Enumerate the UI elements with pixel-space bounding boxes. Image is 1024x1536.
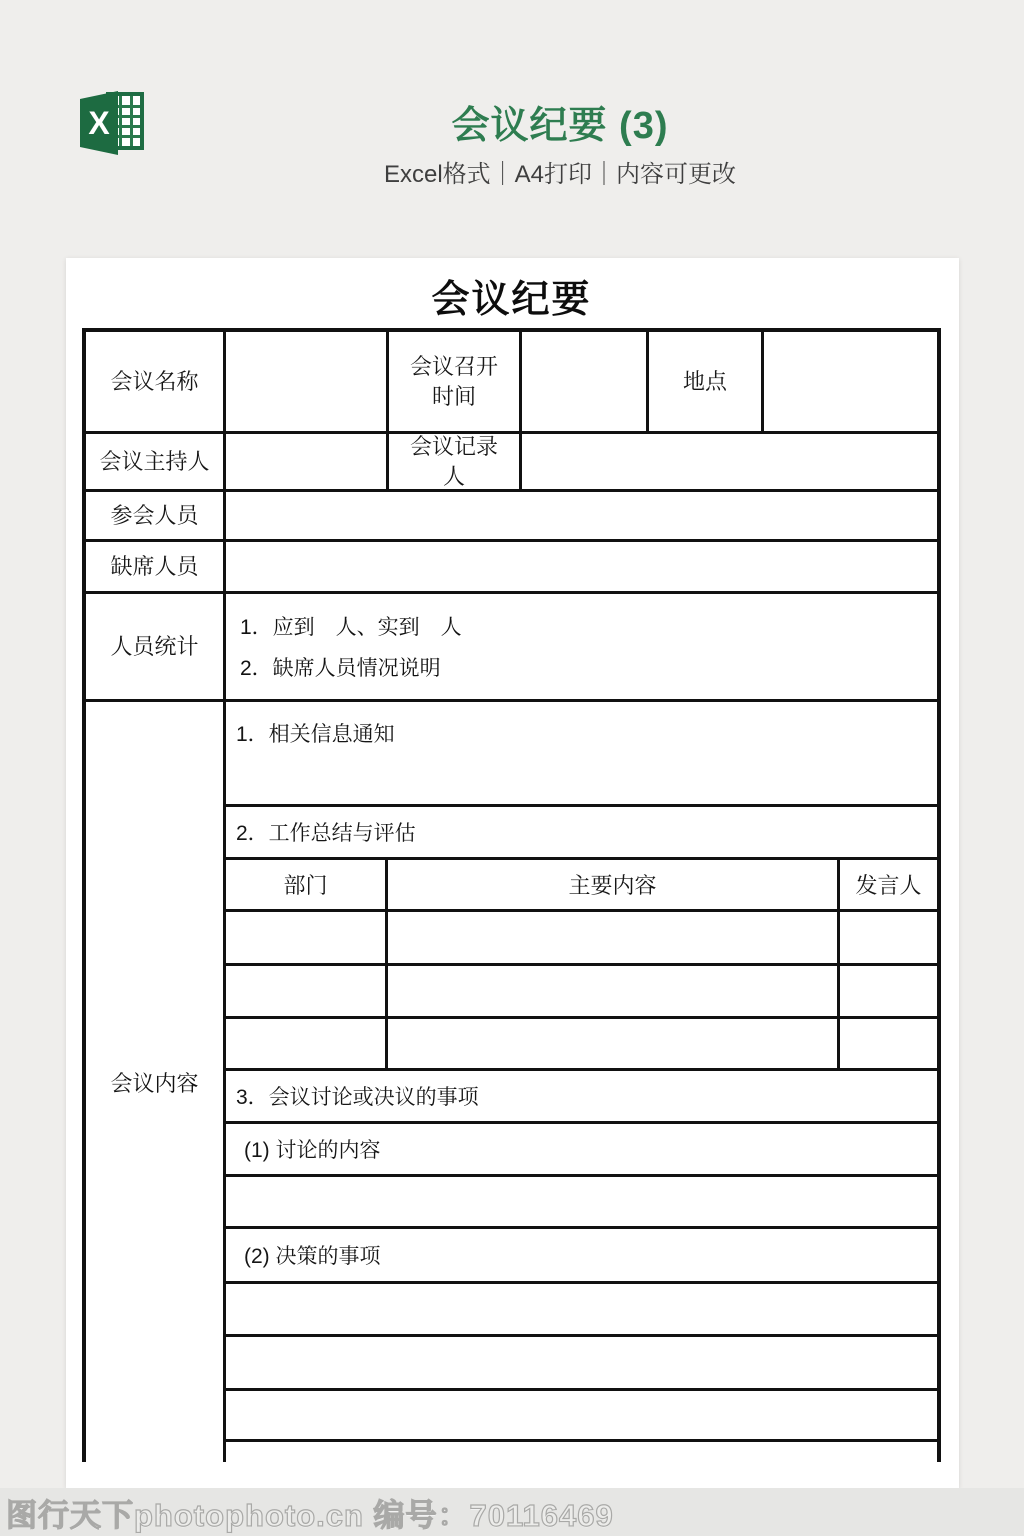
main-content-cell [388, 912, 840, 963]
department-cell [226, 912, 388, 963]
empty-cell [226, 1337, 937, 1388]
empty-cell [226, 1442, 937, 1462]
absentees-value-cell [226, 542, 937, 591]
content-row [226, 1229, 937, 1284]
main-content-column-header: 主要内容 [388, 860, 840, 909]
department-column-header: 部门 [226, 860, 388, 909]
content-empty-row-cropped [226, 1442, 937, 1462]
empty-cell [226, 1391, 937, 1439]
subtable-empty-row [226, 966, 937, 1019]
headcount-line1: 1．应到 人、实到 人 [240, 616, 462, 639]
content-empty-row [226, 1177, 937, 1229]
table-row [86, 492, 937, 542]
page-subtitle: Excel格式｜A4打印｜内容可更改 [383, 161, 737, 188]
content-row [226, 1124, 937, 1177]
excel-x-letter: X [88, 105, 110, 141]
content-empty-row [226, 1391, 937, 1442]
watermark-bar [0, 1488, 1024, 1536]
main-content-cell [388, 1019, 840, 1068]
speaker-cell [840, 912, 937, 963]
table-row [86, 594, 937, 702]
content-item3-sub1: (1) 讨论的内容 [244, 1139, 381, 1162]
content-empty-row [226, 1284, 937, 1337]
speaker-cell [840, 1019, 937, 1068]
table-row [86, 332, 937, 434]
table-row [86, 542, 937, 594]
recorder-label: 会议记录人 [389, 434, 522, 489]
page-title: 会议纪要 (3) [451, 105, 669, 147]
content-item2: 2．工作总结与评估 [236, 822, 416, 845]
attendees-value-cell [226, 492, 937, 539]
meeting-content-body [226, 702, 937, 1462]
recorder-value-cell [522, 434, 937, 489]
location-value-cell [764, 332, 937, 431]
content-item1: 1．相关信息通知 [236, 723, 395, 746]
template-preview-card [66, 258, 959, 1488]
meeting-name-value-cell [226, 332, 389, 431]
subtable-empty-row [226, 912, 937, 966]
headcount-content-cell [226, 594, 937, 699]
main-content-cell [388, 966, 840, 1016]
meeting-content-section [86, 702, 937, 1462]
watermark-text: 图行天下photophoto.cn 编号：70116469 [6, 1497, 614, 1533]
host-label: 会议主持人 [86, 434, 226, 489]
content-row [226, 1071, 937, 1124]
empty-cell [226, 1177, 937, 1226]
meeting-time-value-cell [522, 332, 649, 431]
headcount-line2: 2．缺席人员情况说明 [240, 657, 441, 680]
content-item3: 3．会议讨论或决议的事项 [236, 1086, 479, 1109]
attendees-label: 参会人员 [86, 492, 226, 539]
absentees-label: 缺席人员 [86, 542, 226, 591]
location-label: 地点 [649, 332, 764, 431]
meeting-minutes-table [82, 328, 941, 1462]
subtable-empty-row [226, 1019, 937, 1071]
content-row [226, 807, 937, 860]
subtable-header-row [226, 860, 937, 912]
speaker-cell [840, 966, 937, 1016]
meeting-time-label: 会议召开时间 [389, 332, 522, 431]
sheet-title: 会议纪要 [431, 279, 592, 321]
department-cell [226, 1019, 388, 1068]
content-item3-sub2: (2) 决策的事项 [244, 1245, 381, 1268]
host-value-cell [226, 434, 389, 489]
speaker-column-header: 发言人 [855, 873, 922, 898]
table-row [86, 434, 937, 492]
department-cell [226, 966, 388, 1016]
content-empty-row [226, 1337, 937, 1391]
empty-cell [226, 1284, 937, 1334]
meeting-content-label: 会议内容 [86, 702, 226, 1462]
content-row [226, 702, 937, 807]
headcount-label: 人员统计 [86, 594, 226, 699]
meeting-name-label: 会议名称 [86, 332, 226, 431]
